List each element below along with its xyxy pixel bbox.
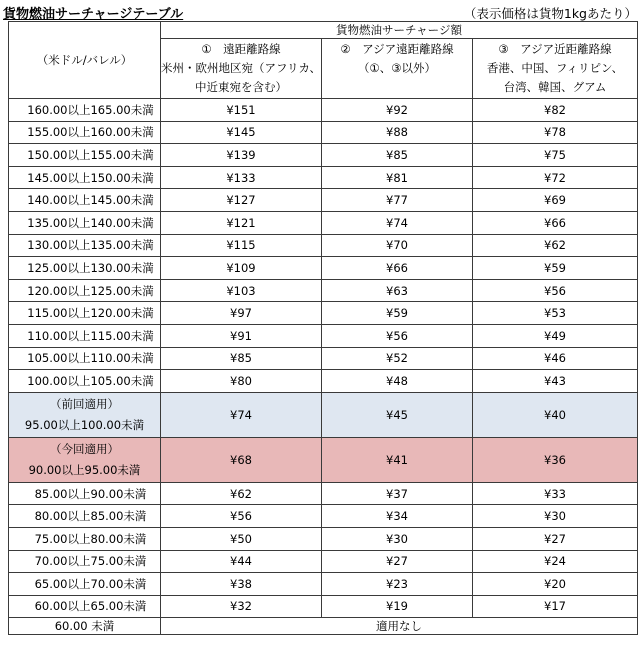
surcharge-asia-short-cell: ¥78 (473, 121, 638, 144)
surcharge-asia-short-cell: ¥36 (473, 437, 638, 482)
surcharge-asia-long-cell: ¥56 (322, 324, 473, 347)
surcharge-asia-short-cell: ¥17 (473, 595, 638, 618)
price-range-text: 90.00以上95.00未満 (28, 462, 141, 477)
price-range-cell: 130.00以上135.00未満 (9, 234, 161, 257)
surcharge-long-haul-cell: ¥85 (161, 347, 322, 370)
table-row (9, 370, 638, 393)
table-row (9, 189, 638, 212)
table-row (9, 166, 638, 189)
current-applied-row (9, 437, 638, 482)
surcharge-table (8, 21, 638, 635)
price-range-cell: 75.00以上80.00未満 (9, 527, 161, 550)
surcharge-asia-long-cell: ¥70 (322, 234, 473, 257)
surcharge-asia-long-cell: ¥48 (322, 370, 473, 393)
previous-applied-row (9, 392, 638, 437)
surcharge-asia-long-cell: ¥59 (322, 302, 473, 325)
route-header-line: ③ アジア近距離路線 (498, 42, 612, 56)
table-row (9, 234, 638, 257)
table-row (9, 527, 638, 550)
route-header-long-haul (161, 39, 322, 99)
table-row (9, 302, 638, 325)
surcharge-asia-long-cell: ¥27 (322, 550, 473, 573)
surcharge-asia-short-cell: ¥20 (473, 573, 638, 596)
surcharge-long-haul-cell: ¥145 (161, 121, 322, 144)
surcharge-asia-short-cell: ¥66 (473, 211, 638, 234)
price-range-cell: 115.00以上120.00未満 (9, 302, 161, 325)
price-range-cell: 140.00以上145.00未満 (9, 189, 161, 212)
surcharge-asia-short-cell: ¥40 (473, 392, 638, 437)
surcharge-long-haul-cell: ¥151 (161, 99, 322, 122)
table-row (9, 505, 638, 528)
table-row (9, 99, 638, 122)
surcharge-asia-long-cell: ¥52 (322, 347, 473, 370)
surcharge-asia-short-cell: ¥33 (473, 482, 638, 505)
surcharge-long-haul-cell: ¥133 (161, 166, 322, 189)
surcharge-asia-short-cell: ¥24 (473, 550, 638, 573)
surcharge-asia-long-cell: ¥41 (322, 437, 473, 482)
surcharge-long-haul-cell: ¥32 (161, 595, 322, 618)
surcharge-asia-short-cell: ¥43 (473, 370, 638, 393)
surcharge-asia-long-cell: ¥19 (322, 595, 473, 618)
price-range-cell (9, 437, 161, 482)
surcharge-asia-long-cell: ¥63 (322, 279, 473, 302)
price-range-cell: 100.00以上105.00未満 (9, 370, 161, 393)
surcharge-long-haul-cell: ¥121 (161, 211, 322, 234)
surcharge-long-haul-cell: ¥80 (161, 370, 322, 393)
route-header-asia-long (322, 39, 473, 99)
surcharge-asia-long-cell: ¥66 (322, 257, 473, 280)
surcharge-asia-short-cell: ¥82 (473, 99, 638, 122)
price-range-cell: 155.00以上160.00未満 (9, 121, 161, 144)
table-row (9, 550, 638, 573)
route-header-line: 米州・欧州地区宛（アフリカ、 (161, 61, 321, 75)
surcharge-long-haul-cell: ¥62 (161, 482, 322, 505)
table-title: 貨物燃油サーチャージテーブル (3, 7, 184, 22)
price-range-cell: 120.00以上125.00未満 (9, 279, 161, 302)
price-range-cell: 135.00以上140.00未満 (9, 211, 161, 234)
surcharge-long-haul-cell: ¥56 (161, 505, 322, 528)
surcharge-asia-short-cell: ¥56 (473, 279, 638, 302)
surcharge-long-haul-cell: ¥103 (161, 279, 322, 302)
surcharge-asia-short-cell: ¥46 (473, 347, 638, 370)
surcharge-asia-long-cell: ¥23 (322, 573, 473, 596)
surcharge-asia-short-cell: ¥62 (473, 234, 638, 257)
header-row-group (9, 22, 638, 39)
surcharge-asia-short-cell: ¥27 (473, 527, 638, 550)
table-row (9, 211, 638, 234)
surcharge-long-haul-cell: ¥97 (161, 302, 322, 325)
route-header-line: ② アジア遠距離路線 (340, 42, 454, 56)
surcharge-asia-long-cell: ¥77 (322, 189, 473, 212)
price-range-cell: 60.00以上65.00未満 (9, 595, 161, 618)
unit-header-cell: （米ドル/バレル） (9, 22, 161, 99)
surcharge-asia-long-cell: ¥85 (322, 144, 473, 167)
surcharge-asia-long-cell: ¥92 (322, 99, 473, 122)
surcharge-long-haul-cell: ¥115 (161, 234, 322, 257)
surcharge-asia-long-cell: ¥34 (322, 505, 473, 528)
price-range-cell: 60.00 未満 (9, 618, 161, 635)
price-range-cell: 125.00以上130.00未満 (9, 257, 161, 280)
price-range-cell: 145.00以上150.00未満 (9, 166, 161, 189)
surcharge-long-haul-cell: ¥38 (161, 573, 322, 596)
surcharge-asia-short-cell: ¥53 (473, 302, 638, 325)
surcharge-long-haul-cell: ¥127 (161, 189, 322, 212)
table-row (9, 279, 638, 302)
surcharge-asia-long-cell: ¥37 (322, 482, 473, 505)
group-header-cell: 貨物燃油サーチャージ額 (161, 22, 638, 39)
price-range-cell: 70.00以上75.00未満 (9, 550, 161, 573)
price-range-cell: 80.00以上85.00未満 (9, 505, 161, 528)
surcharge-asia-long-cell: ¥74 (322, 211, 473, 234)
surcharge-long-haul-cell: ¥68 (161, 437, 322, 482)
table-row (9, 121, 638, 144)
price-range-cell: 150.00以上155.00未満 (9, 144, 161, 167)
surcharge-asia-short-cell: ¥72 (473, 166, 638, 189)
table-row (9, 595, 638, 618)
surcharge-asia-short-cell: ¥75 (473, 144, 638, 167)
applied-period-label: （前回適用） (50, 396, 119, 411)
price-range-cell: 110.00以上115.00未満 (9, 324, 161, 347)
unit-note: （表示価格は貨物1kgあたり） (463, 6, 637, 21)
price-range-cell (9, 392, 161, 437)
surcharge-asia-long-cell: ¥88 (322, 121, 473, 144)
not-applicable-cell: 適用なし (161, 618, 638, 635)
surcharge-asia-long-cell: ¥81 (322, 166, 473, 189)
route-header-line: 中近東宛を含む） (195, 80, 287, 94)
price-range-cell: 160.00以上165.00未満 (9, 99, 161, 122)
price-range-text: 95.00以上100.00未満 (24, 417, 145, 432)
table-row (9, 347, 638, 370)
route-header-line: ① 遠距離路線 (201, 42, 281, 56)
surcharge-long-haul-cell: ¥50 (161, 527, 322, 550)
table-row (9, 257, 638, 280)
route-header-asia-short (473, 39, 638, 99)
surcharge-long-haul-cell: ¥44 (161, 550, 322, 573)
route-header-line: 台湾、韓国、グアム (503, 80, 607, 94)
surcharge-asia-short-cell: ¥49 (473, 324, 638, 347)
table-row (9, 482, 638, 505)
surcharge-asia-short-cell: ¥30 (473, 505, 638, 528)
surcharge-long-haul-cell: ¥139 (161, 144, 322, 167)
surcharge-asia-long-cell: ¥45 (322, 392, 473, 437)
route-header-line: 香港、中国、フィリピン、 (486, 61, 624, 75)
title-row (3, 3, 637, 21)
price-range-cell: 65.00以上70.00未満 (9, 573, 161, 596)
table-row-not-applicable (9, 618, 638, 635)
surcharge-asia-short-cell: ¥69 (473, 189, 638, 212)
price-range-cell: 85.00以上90.00未満 (9, 482, 161, 505)
surcharge-long-haul-cell: ¥109 (161, 257, 322, 280)
applied-period-label: （今回適用） (50, 441, 119, 456)
surcharge-asia-long-cell: ¥30 (322, 527, 473, 550)
route-header-line: （①、③以外） (357, 61, 437, 75)
table-row (9, 573, 638, 596)
table-row (9, 144, 638, 167)
surcharge-asia-short-cell: ¥59 (473, 257, 638, 280)
price-range-cell: 105.00以上110.00未満 (9, 347, 161, 370)
surcharge-long-haul-cell: ¥74 (161, 392, 322, 437)
surcharge-long-haul-cell: ¥91 (161, 324, 322, 347)
table-row (9, 324, 638, 347)
